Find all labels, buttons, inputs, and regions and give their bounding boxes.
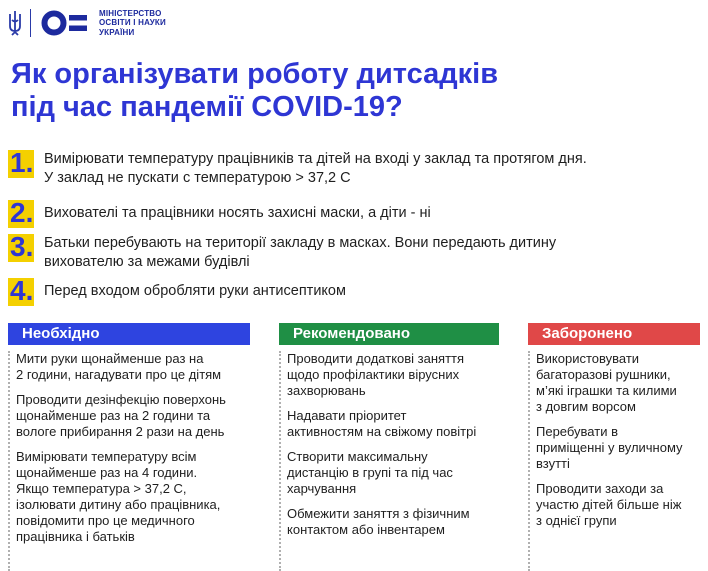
- column-header: Рекомендовано: [279, 323, 499, 345]
- ministry-name: [99, 9, 166, 38]
- header: [8, 6, 166, 40]
- ministry-line: ОСВІТИ І НАУКИ: [99, 18, 166, 28]
- step-2: [8, 197, 694, 228]
- header-divider: [30, 9, 31, 37]
- step-number-badge: [8, 197, 34, 228]
- item-line: Проводити дезінфекцію поверхонь: [16, 392, 226, 407]
- item-line: Надавати пріоритет: [287, 408, 407, 423]
- item-line: з однієї групи: [536, 513, 617, 528]
- item-line: м’які іграшки та килими: [536, 383, 677, 398]
- column-recommended: [279, 323, 499, 571]
- item-line: щонайменше раз на 2 години та: [16, 408, 211, 423]
- step-number: 4.: [10, 275, 34, 306]
- item-line: дистанцію в групі та під час: [287, 465, 453, 480]
- item-line: Якщо температура > 37,2 С,: [16, 481, 187, 496]
- step-line: Вимірювати температуру працівників та дітей на вході у заклад та протягом дня.: [44, 151, 587, 167]
- item-line: харчування: [287, 481, 357, 496]
- item-line: приміщенні у вуличному: [536, 440, 683, 455]
- item-line: працівника і батьків: [16, 529, 135, 544]
- item-line: контактом або інвентарем: [287, 522, 445, 537]
- item-line: Обмежити заняття з фізичним: [287, 506, 470, 521]
- item-line: з довгим ворсом: [536, 399, 636, 414]
- step-line: вихователю за межами будівлі: [44, 254, 250, 270]
- step-line: Вихователі та працівники носять захисні маски, а діти - ні: [44, 205, 431, 221]
- list-item: [16, 392, 250, 440]
- step-number: 2.: [10, 197, 34, 228]
- list-item: [16, 351, 250, 383]
- trident-icon: [8, 10, 22, 36]
- step-text: [44, 282, 694, 301]
- list-item: [287, 351, 499, 399]
- step-text: [44, 150, 694, 188]
- item-line: Проводити додаткові заняття: [287, 351, 465, 366]
- item-line: 2 години, нагадувати про це дітям: [16, 367, 222, 382]
- step-3: [8, 231, 694, 272]
- step-line: У заклад не пускати с температурою > 37,2 С: [44, 170, 351, 186]
- item-line: Вимірювати температуру всім: [16, 449, 197, 464]
- item-line: Перебувати в: [536, 424, 618, 439]
- item-line: Створити максимальну: [287, 449, 428, 464]
- item-line: багаторазові рушники,: [536, 367, 671, 382]
- step-line: Перед входом обробляти руки антисептиком: [44, 283, 346, 299]
- item-line: активностям на свіжому повітрі: [287, 424, 477, 439]
- list-item: [16, 449, 250, 545]
- column-body: [528, 351, 700, 571]
- step-number: 3.: [10, 231, 34, 262]
- step-1: [8, 147, 694, 188]
- page-title: [11, 58, 498, 124]
- list-item: [536, 481, 700, 529]
- step-number: 1.: [10, 147, 34, 178]
- title-line: під час пандемії COVID-19?: [11, 91, 403, 123]
- item-line: щонайменше раз на 4 години.: [16, 465, 198, 480]
- step-4: [8, 275, 694, 306]
- step-text: [44, 234, 694, 272]
- step-number-badge: [8, 231, 34, 262]
- item-line: Використовувати: [536, 351, 640, 366]
- list-item: [287, 408, 499, 440]
- item-line: ізолювати дитину або працівника,: [16, 497, 221, 512]
- item-line: захворювань: [287, 383, 366, 398]
- list-item: [287, 506, 499, 538]
- mon-logo-icon: [41, 10, 91, 36]
- column-forbidden: [528, 323, 700, 571]
- title-line: Як організувати роботу дитсадків: [11, 58, 499, 90]
- item-line: участю дітей більше ніж: [536, 497, 682, 512]
- step-number-badge: [8, 275, 34, 306]
- step-line: Батьки перебувають на території закладу в масках. Вони передають дитину: [44, 235, 557, 251]
- column-header: Необхідно: [8, 323, 250, 345]
- list-item: [536, 424, 700, 472]
- column-body: [279, 351, 499, 571]
- step-number-badge: [8, 147, 34, 178]
- column-body: [8, 351, 250, 571]
- item-line: Мити руки щонайменше раз на: [16, 351, 204, 366]
- column-header: Заборонено: [528, 323, 700, 345]
- item-line: повідомити про це медичного: [16, 513, 195, 528]
- ministry-line: УКРАЇНИ: [99, 27, 135, 37]
- item-line: взутті: [536, 456, 570, 471]
- step-text: [44, 204, 694, 223]
- list-item: [536, 351, 700, 415]
- item-line: вологе прибирання 2 рази на день: [16, 424, 225, 439]
- column-necessary: [8, 323, 250, 571]
- list-item: [287, 449, 499, 497]
- ministry-line: МІНІСТЕРСТВО: [99, 8, 162, 18]
- item-line: Проводити заходи за: [536, 481, 664, 496]
- item-line: щодо профілактики вірусних: [287, 367, 460, 382]
